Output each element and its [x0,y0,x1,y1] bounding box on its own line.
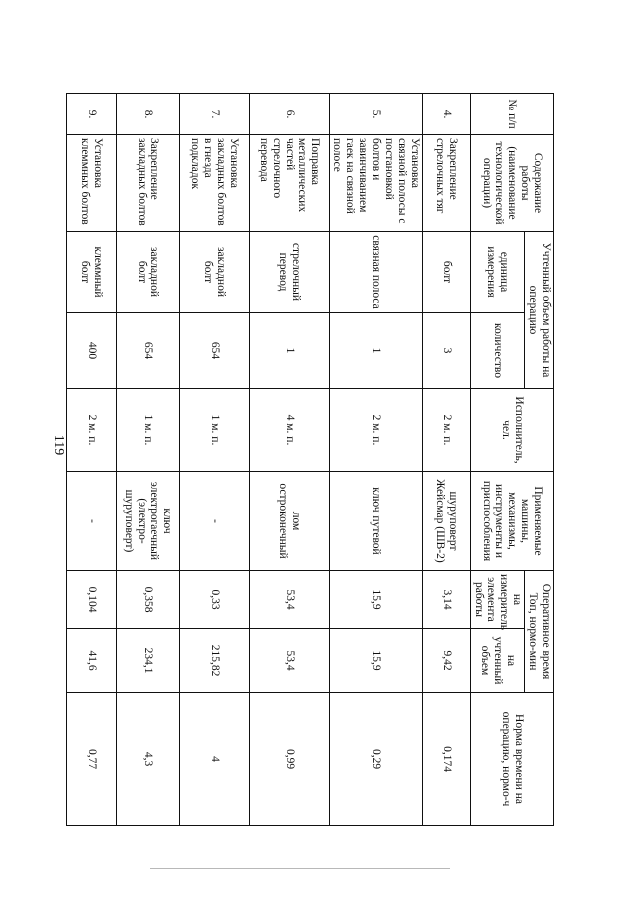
header-volume-group: Учтенный объем работы на операцию [525,232,554,389]
cell-content: Закрепление стрелочных тяг [422,135,470,232]
cell-per-volume: 15,9 [329,629,422,693]
cell-num: 4. [422,94,470,135]
cell-tools: - [66,472,116,571]
cell-performer: 4 м. п. [249,389,329,472]
cell-per-unit: 0,358 [116,571,179,629]
cell-unit: связная полоса [329,232,422,313]
cell-norm: 0,174 [422,693,470,826]
cell-norm: 0,99 [249,693,329,826]
cell-quantity: 400 [66,313,116,389]
cell-quantity: 654 [179,313,249,389]
header-tools: Применяемые машины, механизмы, инструменты и приспособления [470,472,553,571]
cell-per-unit: 0,104 [66,571,116,629]
header-content: Содержание работы (наименование технологической операции) [470,135,553,232]
cell-norm: 4 [179,693,249,826]
table-row [116,94,179,826]
cell-performer: 2 м. п. [422,389,470,472]
cell-tools: шуруповерт Жейсмар (ШВ-2) [422,472,470,571]
cell-quantity: 1 [249,313,329,389]
cell-tools: ключ электрогаечный (электро-шуруповерт) [116,472,179,571]
page-number: 119 [51,434,66,456]
cell-num: 7. [179,94,249,135]
cell-tools: - [179,472,249,571]
cell-tools: ключ путевой [329,472,422,571]
cell-quantity: 654 [116,313,179,389]
cell-content: Установка закладных болтов в гнезда подкладок [179,135,249,232]
norms-table [66,93,554,826]
table-row [249,94,329,826]
scan-artifact-line [150,868,450,869]
cell-per-volume: 9,42 [422,629,470,693]
cell-per-unit: 0,33 [179,571,249,629]
header-unit: единица измерения [470,232,525,313]
cell-unit: стрелочный перевод [249,232,329,313]
header-optime-group: Оперативное время Топ, нормо-мин [525,571,554,693]
header-performer: Исполнитель, чел. [470,389,553,472]
cell-unit: клеммный болт [66,232,116,313]
cell-performer: 2 м. п. [329,389,422,472]
cell-content: Закрепление закладных болтов [116,135,179,232]
cell-per-volume: 41,6 [66,629,116,693]
cell-content: Установка связной полосы с постановкой болтов и завинчиванием гаек на связной полосе [329,135,422,232]
cell-performer: 2 м. п. [66,389,116,472]
table-row [422,94,470,826]
cell-tools: лом остроконечный [249,472,329,571]
cell-unit: болт [422,232,470,313]
header-per-volume: на учтенный объем [470,629,525,693]
cell-unit: закладной болт [179,232,249,313]
header-quantity: количество [470,313,525,389]
cell-num: 9. [66,94,116,135]
table-row [329,94,422,826]
cell-norm: 0,77 [66,693,116,826]
cell-per-volume: 215,82 [179,629,249,693]
cell-content: Поправка металлических частей стрелочного перевода [249,135,329,232]
cell-norm: 4,3 [116,693,179,826]
cell-num: 6. [249,94,329,135]
cell-per-volume: 234,1 [116,629,179,693]
table-row [66,94,116,826]
table-row [179,94,249,826]
cell-quantity: 1 [329,313,422,389]
cell-norm: 0,29 [329,693,422,826]
norms-table-container [80,93,554,825]
cell-unit: закладной болт [116,232,179,313]
cell-per-unit: 3,14 [422,571,470,629]
cell-per-unit: 53,4 [249,571,329,629]
cell-quantity: 3 [422,313,470,389]
cell-performer: 1 м. п. [116,389,179,472]
cell-per-volume: 53,4 [249,629,329,693]
header-per-unit: на измеритель элемента работы [470,571,525,629]
cell-num: 8. [116,94,179,135]
header-norm: Норма времени на операцию, нормо-ч [470,693,553,826]
cell-performer: 1 м. п. [179,389,249,472]
header-num: № п/п [470,94,553,135]
cell-per-unit: 15,9 [329,571,422,629]
cell-content: Установка клеммных болтов [66,135,116,232]
cell-num: 5. [329,94,422,135]
